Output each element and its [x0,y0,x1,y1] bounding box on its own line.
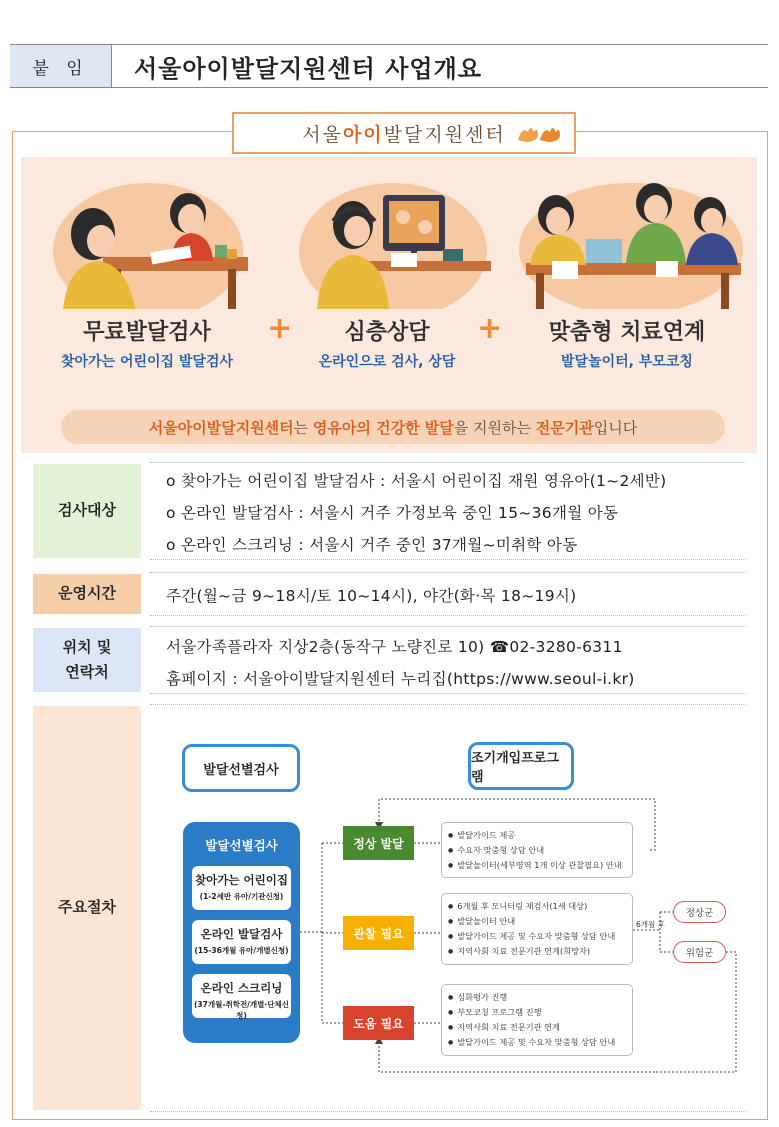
program-heading-box: 조기개입프로그램 [468,742,574,790]
label-procedure: 주요절차 [33,706,141,1110]
service-subtitle-therapy: 발달놀이터, 부모코칭 [561,354,693,370]
service-subtitle-free-test: 찾아가는 어린이집 발달검사 [60,354,234,370]
screening-column-caption: 발달선별검사 [205,838,278,853]
plus-sign-1: + [267,311,293,346]
service-subtitle-counseling: 온라인으로 검사, 상담 [318,354,456,370]
service-title-therapy: 맞춤형 치료연계 [548,320,706,345]
hours-line: 주간(월~금 9~18시/토 10~14시), 야간(화·목 18~19시) [166,587,577,605]
label-contact: 위치 및 연락처 [33,628,141,692]
label-test-target: 검사대상 [33,464,141,558]
page-title: 서울아이발달지원센터 사업개요 [134,54,482,83]
test-target-line-2: o 온라인 발달검사 : 서울시 거주 가정보육 중인 15~36개월 아동 [166,504,619,522]
plus-sign-2: + [477,311,503,346]
attachment-tag: 붙 임 [10,45,112,87]
card-daycare-visit: 찾아가는 어린이집 (1-2세반 유아/기관신청) [192,866,291,910]
desc-observe: ● 6개월 후 모니터링 재검사(1세 대상) ● 발달놀이터 안내 ● 발달가이드 제공 및 수요자 맞춤형 상담 안내 ● 지역사회 치료 전문기관 연계(희망자) [441,893,633,965]
service-title-counseling: 심층상담 [344,320,430,345]
desc-help: ● 심화평가 진행 ● 부모코칭 프로그램 진행 ● 지역사회 치료 전문기관 연계 ● 발달가이드 제공 및 수요자 맞춤형 상담 안내 [441,984,633,1056]
address-line: 서울가족플라자 지상2층(동작구 노량진로 10) ☎02-3280-6311 [166,638,623,656]
status-observe: 관찰 필요 [343,916,414,950]
test-target-line-1: o 찾아가는 어린이집 발달검사 : 서울시 어린이집 재원 영유아(1~2세반) [166,472,667,490]
test-target-line-3: o 온라인 스크리닝 : 서울시 거주 중인 37개월~미취학 아동 [166,536,578,554]
screening-column [183,822,300,1043]
label-hours: 운영시간 [33,574,141,614]
homepage-line: 홈페이지 : 서울아이발달지원센터 누리집(https://www.seoul-i.kr) [166,670,635,688]
outcome-normal: 정상군 [673,901,726,923]
card-online-test: 온라인 발달검사 (15-36개월 유아/개별신청) [192,920,291,964]
outcome-risk: 위험군 [673,941,726,963]
status-help: 도움 필요 [343,1006,414,1040]
tagline-pill: 서울아이발달지원센터는 영유아의 건강한 발달을 지원하는 전문기관입니다 [61,410,725,444]
after-six-months-label: 6개월 후 [636,920,665,929]
screening-heading-box: 발달선별검사 [182,744,300,792]
status-normal: 정상 발달 [343,826,414,860]
desc-normal: ● 발달가이드 제공 ● 수요자 맞춤형 상담 안내 ● 발달놀이터(세부영역 1개 이상 관찰필요) 안내 [441,822,633,878]
service-title-free-test: 무료발달검사 [83,320,211,345]
center-logo: 서울 아이 발달지원센터 [232,112,576,154]
card-online-screening: 온라인 스크리닝 (37개월-취학전/개별·단체신청) [192,974,291,1018]
